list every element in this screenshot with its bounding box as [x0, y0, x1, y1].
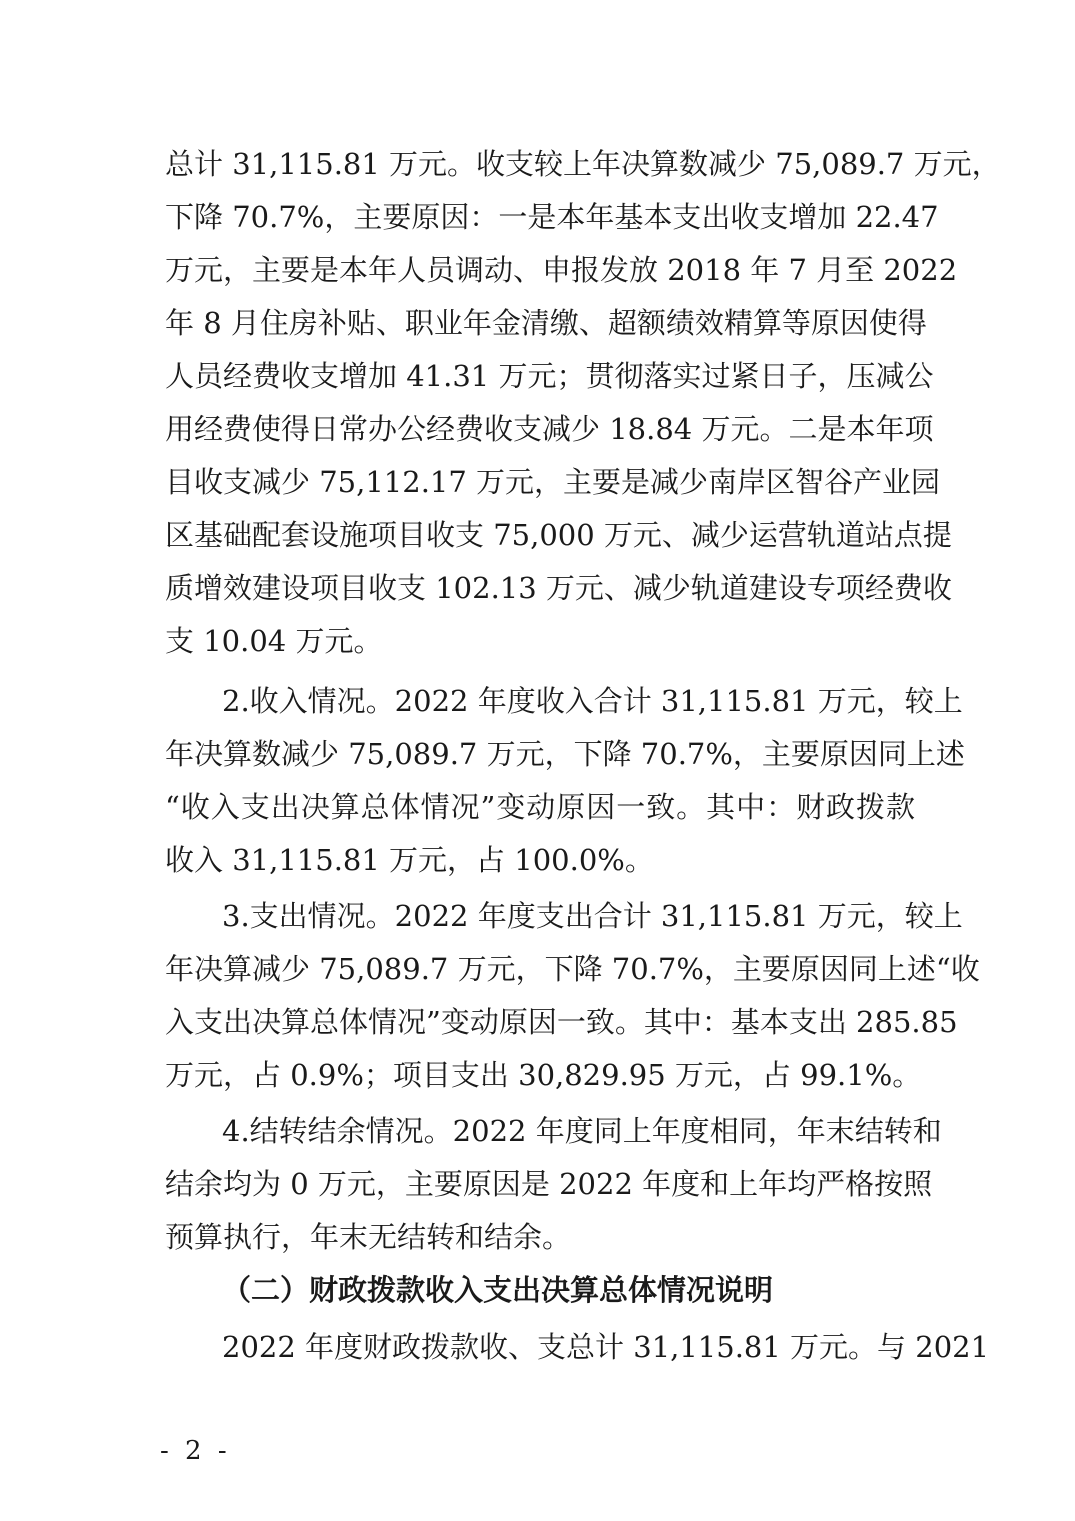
text-line-10: 支 10.04 万元。: [165, 624, 383, 658]
section-heading: （二）财政拨款收入支出决算总体情况说明: [222, 1273, 774, 1307]
paragraph-income-line-3: “收入支出决算总体情况”变动原因一致。其中：财政拨款: [165, 790, 915, 824]
text-line-9: 质增效建设项目收支 102.13 万元、减少轨道建设专项经费收: [165, 571, 952, 605]
paragraph-income-line-2: 年决算数减少 75,089.7 万元，下降 70.7%，主要原因同上述: [165, 737, 965, 771]
page-number: - 2 -: [160, 1436, 231, 1466]
text-line-8: 区基础配套设施项目收支 75,000 万元、减少运营轨道站点提: [165, 518, 952, 552]
paragraph-carryover-line-1: 4.结转结余情况。2022 年度同上年度相同，年末结转和: [222, 1114, 942, 1148]
text-line-4: 年 8 月住房补贴、职业年金清缴、超额绩效精算等原因使得: [165, 306, 927, 340]
paragraph-fiscal-line-1: 2022 年度财政拨款收、支总计 31,115.81 万元。与 2021: [222, 1330, 990, 1364]
paragraph-income-line-1: 2.收入情况。2022 年度收入合计 31,115.81 万元，较上: [222, 684, 963, 718]
text-line-7: 目收支减少 75,112.17 万元，主要是减少南岸区智谷产业园: [165, 465, 941, 499]
paragraph-expense-line-1: 3.支出情况。2022 年度支出合计 31,115.81 万元，较上: [222, 899, 963, 933]
text-line-1: 总计 31,115.81 万元。收支较上年决算数减少 75,089.7 万元，: [165, 147, 1001, 181]
paragraph-income-line-4: 收入 31,115.81 万元，占 100.0%。: [165, 843, 654, 877]
text-line-6: 用经费使得日常办公经费收支减少 18.84 万元。二是本年项: [165, 412, 934, 446]
paragraph-expense-line-4: 万元，占 0.9%；项目支出 30,829.95 万元，占 99.1%。: [165, 1058, 922, 1092]
paragraph-carryover-line-2: 结余均为 0 万元，主要原因是 2022 年度和上年均严格按照: [165, 1167, 933, 1201]
text-line-2: 下降 70.7%，主要原因：一是本年基本支出收支增加 22.47: [165, 200, 939, 234]
paragraph-expense-line-3: 入支出决算总体情况”变动原因一致。其中：基本支出 285.85: [165, 1005, 958, 1039]
text-line-5: 人员经费收支增加 41.31 万元；贯彻落实过紧日子，压减公: [165, 359, 934, 393]
paragraph-expense-line-2: 年决算减少 75,089.7 万元，下降 70.7%，主要原因同上述“收: [165, 952, 980, 986]
paragraph-carryover-line-3: 预算执行，年末无结转和结余。: [165, 1220, 572, 1254]
text-line-3: 万元，主要是本年人员调动、申报发放 2018 年 7 月至 2022: [165, 253, 958, 287]
